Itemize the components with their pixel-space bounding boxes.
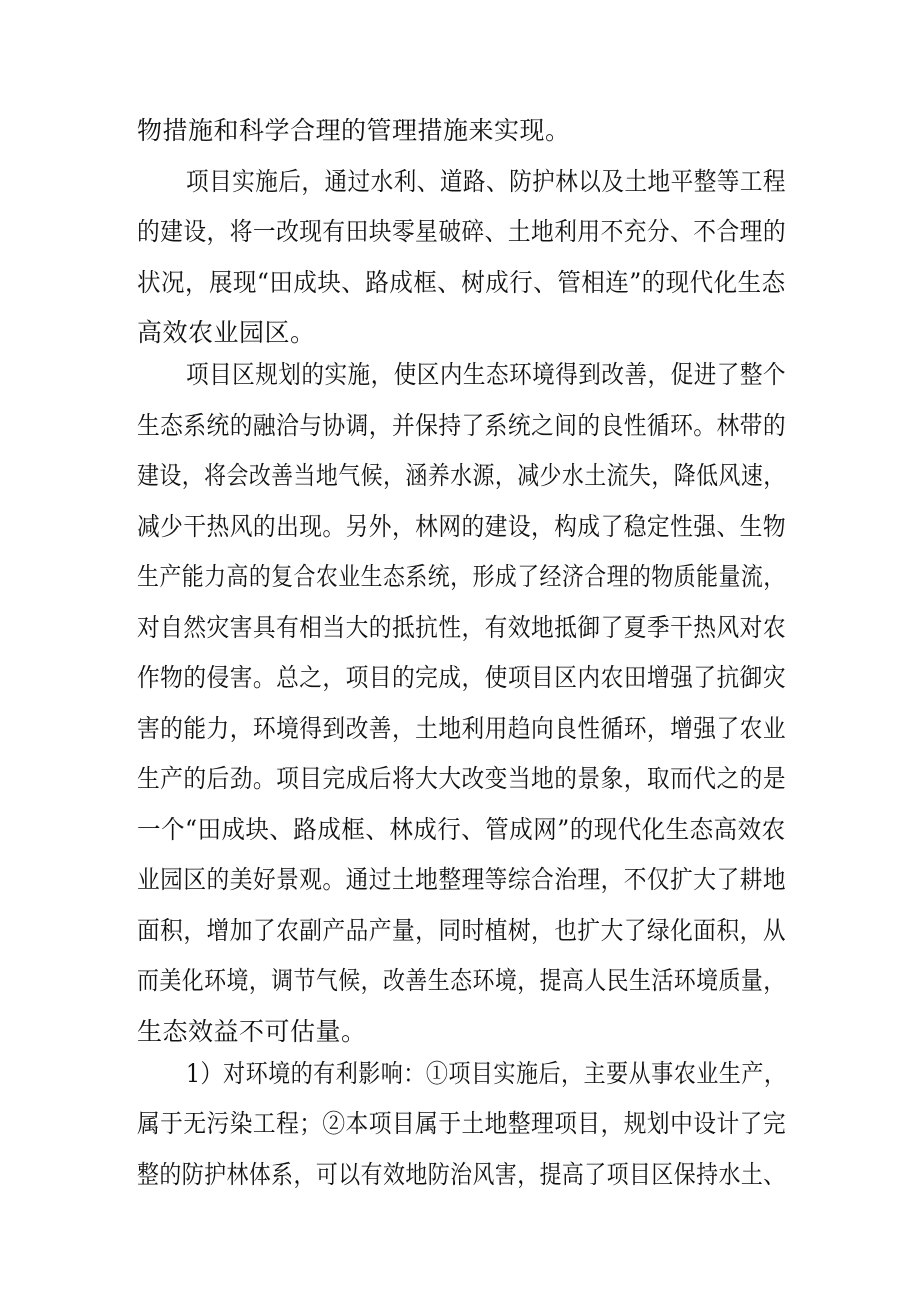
paragraph-4-line-1: 1）对环境的有利影响：①项目实施后，主要从事农业生产， <box>186 1059 787 1088</box>
paragraph-3-line-3: 建设，将会改善当地气候，涵养水源，减少水土流失，降低风速， <box>137 461 786 490</box>
paragraph-3-line-12: 面积，增加了农副产品产量，同时植树，也扩大了绿化面积，从 <box>137 916 787 945</box>
paragraph-3-line-6: 对自然灾害具有相当大的抵抗性，有效地抵御了夏季干热风对农 <box>137 613 787 642</box>
paragraph-3-line-7: 作物的侵害。总之，项目的完成，使项目区内农田增强了抗御灾 <box>137 663 787 692</box>
paragraph-1-line-1: 物措施和科学合理的管理措施来实现。 <box>137 116 571 145</box>
paragraph-3-line-14: 生态效益不可估量。 <box>137 1017 367 1046</box>
paragraph-4-line-3: 整的防护林体系，可以有效地防治风害，提高了项目区保持水土、 <box>137 1160 786 1189</box>
paragraph-3-line-1: 项目区规划的实施，使区内生态环境得到改善，促进了整个 <box>186 360 787 389</box>
paragraph-3-line-9: 生产的后劲。项目完成后将大大改变当地的景象，取而代之的是 <box>137 764 787 793</box>
paragraph-2-line-2: 的建设，将一改现有田块零星破碎、土地利用不充分、不合理的 <box>137 217 787 246</box>
paragraph-3-line-2: 生态系统的融洽与协调，并保持了系统之间的良性循环。林带的 <box>137 411 787 440</box>
paragraph-4-line-2: 属于无污染工程；②本项目属于土地整理项目，规划中设计了完 <box>137 1109 787 1138</box>
paragraph-2-line-4: 高效农业园区。 <box>137 318 316 347</box>
paragraph-2-line-1: 项目实施后，通过水利、道路、防护林以及土地平整等工程 <box>186 167 787 196</box>
paragraph-3-line-4: 减少干热风的出现。另外，林网的建设，构成了稳定性强、生物 <box>137 512 787 541</box>
paragraph-3-line-10: 一个“田成块、路成框、林成行、管成网”的现代化生态高效农 <box>137 815 786 844</box>
paragraph-3-line-8: 害的能力，环境得到改善，土地利用趋向良性循环，增强了农业 <box>137 714 787 743</box>
paragraph-2-line-3: 状况，展现“田成块、路成框、树成行、管相连”的现代化生态 <box>137 268 786 297</box>
paragraph-3-line-5: 生产能力高的复合农业生态系统，形成了经济合理的物质能量流， <box>137 562 786 591</box>
paragraph-3-line-11: 业园区的美好景观。通过土地整理等综合治理，不仅扩大了耕地 <box>137 865 787 894</box>
paragraph-3-line-13: 而美化环境，调节气候，改善生态环境，提高人民生活环境质量， <box>137 966 786 995</box>
